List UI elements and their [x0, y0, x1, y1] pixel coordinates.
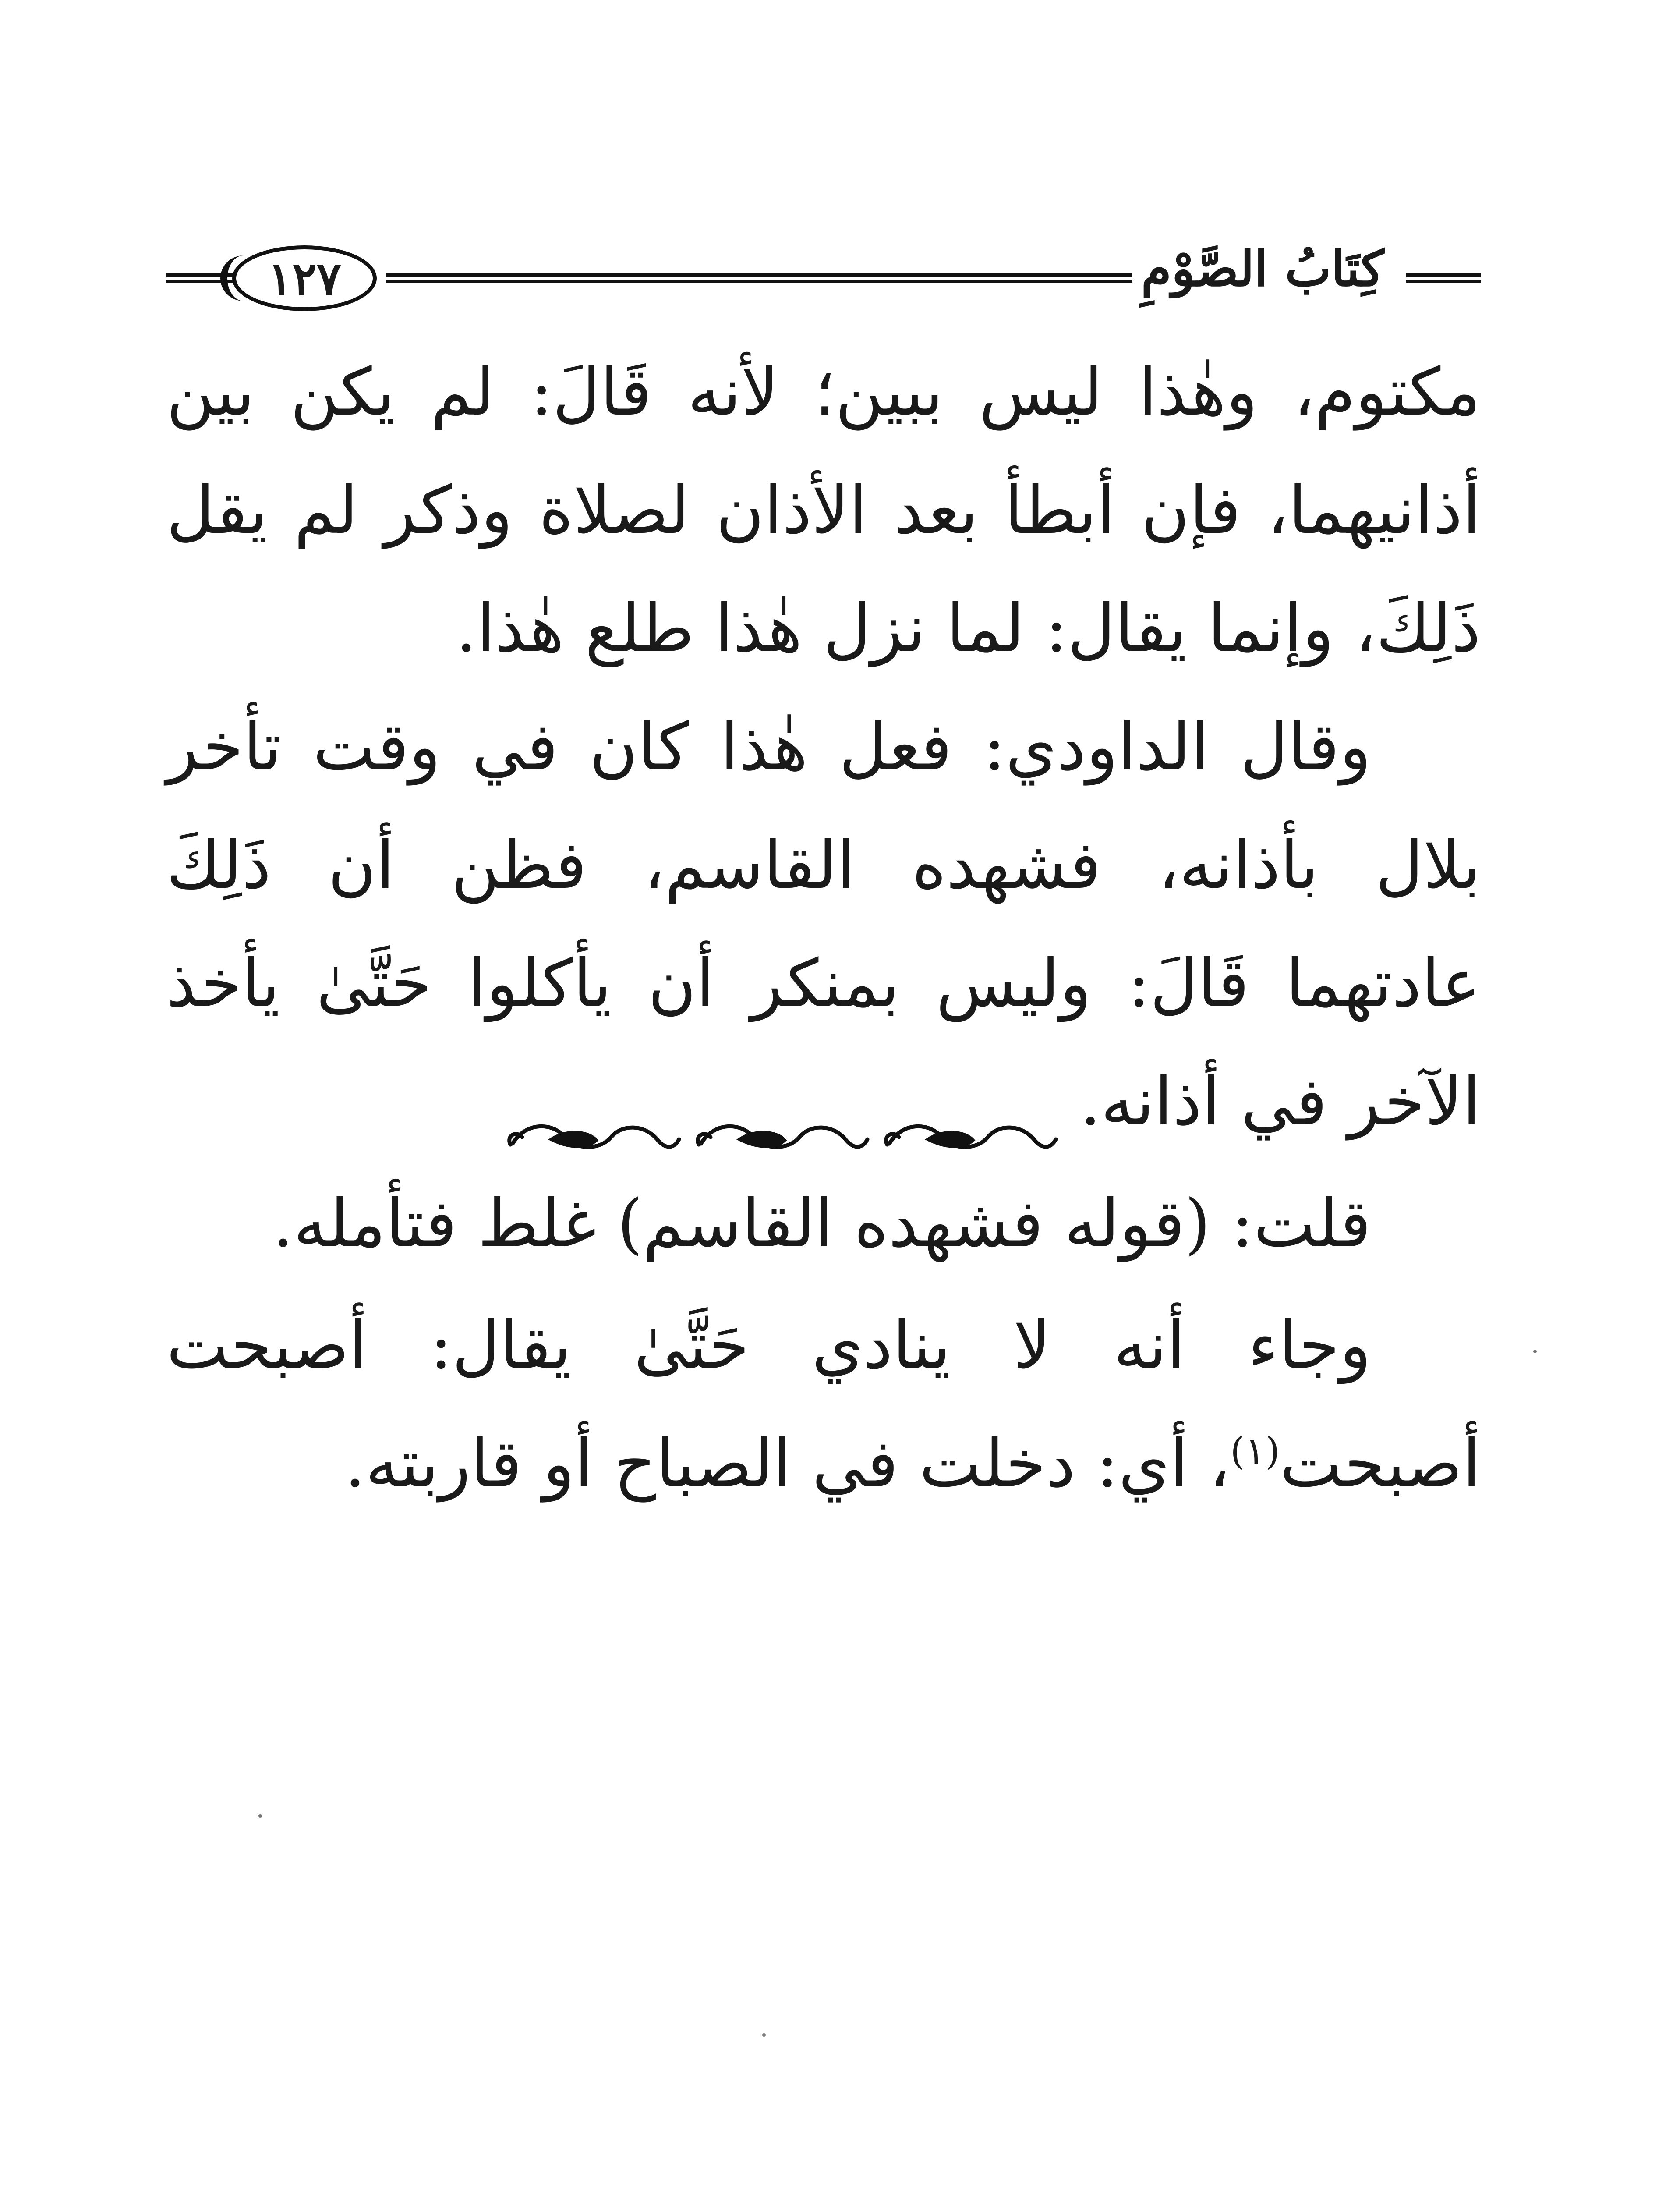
scan-speck	[1533, 1350, 1537, 1353]
header-rule	[386, 273, 1183, 283]
page-number	[232, 245, 377, 311]
paragraph-1: مكتوم، وهٰذا ليس ببين؛ لأنه قَالَ: لم يكن بين أذانيهما، فإن أبطأ بعد الأذان لصلاة وذكر لم يقل ذَلِكَ، وإنما يقال: لما نزل هٰذا طلع هٰذا.	[166, 354, 1481, 667]
ornament-motif	[509, 1126, 679, 1147]
header-rule-right	[1406, 273, 1481, 283]
chapter-title: كِتَابُ الصَّوْمِ	[1132, 240, 1393, 298]
footnote-reference: (١)	[1230, 1429, 1280, 1473]
paragraph-4-after: ، أي: دخلت في الصباح أو قاربته.	[344, 1426, 1231, 1502]
ornament-divider	[499, 1113, 1060, 1166]
scan-speck	[762, 2033, 766, 2037]
page-number-text: ١٢٧	[268, 251, 341, 305]
ornament-motif	[886, 1126, 1056, 1147]
paragraph-2: وقال الداودي: فعل هٰذا كان في وقت تأخر بلال بأذانه، فشهده القاسم، فظن أن ذَلِكَ عادتهما قَالَ: وليس بمنكر أن يأكلوا حَتَّىٰ يأخذ الآخر في أذانه.	[166, 709, 1481, 1140]
paragraph-4-before: وجاء أنه لا ينادي حَتَّىٰ يقال: أصبحت أصبحت	[166, 1308, 1481, 1502]
scan-speck	[258, 1814, 262, 1818]
paragraph-3: قلت: (قوله فشهده القاسم) غلط فتأمله.	[272, 1186, 1371, 1262]
ornament-motif	[698, 1126, 867, 1147]
page-header	[166, 237, 1481, 324]
paragraph-4	[166, 1287, 1481, 1523]
body-text	[166, 333, 1481, 1523]
